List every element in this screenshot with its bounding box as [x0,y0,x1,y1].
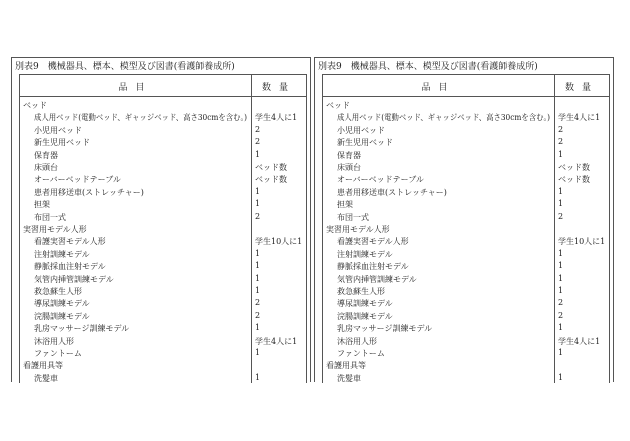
category-row [323,360,609,372]
item-name: 布団一式 [337,212,369,222]
item-name: 布団一式 [34,212,66,222]
item-name: 小児用ベッド [34,125,82,135]
header-item: 品目 [118,83,153,93]
item-quantity: 2 [558,298,564,308]
item-quantity: 1 [255,323,261,333]
table-row [323,286,609,298]
item-name: 導尿訓練モデル [337,299,393,309]
item-quantity: 2 [255,298,261,308]
table-row [20,348,306,360]
item-quantity: 1 [255,261,261,271]
item-quantity: 2 [255,137,261,147]
item-quantity: ベッド数 [255,175,287,185]
item-name: 新生児用ベッド [337,138,393,148]
table-row [20,323,306,335]
item-name: 沐浴用人形 [337,336,377,346]
table-row [323,373,609,385]
item-name: 浣腸訓練モデル [337,311,393,321]
item-quantity: 1 [255,199,261,209]
item-name: 看護実習モデル人形 [337,237,409,247]
item-name: 実習用モデル人形 [326,225,390,234]
table-row [20,187,306,199]
item-quantity: 1 [558,273,564,283]
table-row [20,162,306,174]
item-name: 導尿訓練モデル [34,299,90,309]
item-quantity: 1 [255,348,261,357]
item-name: 浣腸訓練モデル [34,311,90,321]
item-quantity: 学生4人に1 [558,336,601,346]
header-item: 品目 [421,83,456,93]
item-name: 看護実習モデル人形 [34,237,106,247]
table-row [323,212,609,224]
item-name: 洗髪車 [337,373,361,383]
item-name: 注射訓練モデル [337,249,393,259]
category-row [20,360,306,372]
item-name: 保育器 [337,150,361,160]
table-row [20,311,306,323]
item-name: 静脈採血注射モデル [337,262,409,272]
item-quantity: 1 [558,149,564,159]
table-row [323,137,609,149]
item-name: 成人用ベッド(電動ベッド、ギャッジベッド、高さ30cmを含む。) [34,113,248,123]
table-row [20,286,306,298]
item-name: 患者用移送車(ストレッチャー) [34,187,144,197]
item-quantity: 1 [558,199,564,209]
table-row [323,199,609,211]
table-row [323,261,609,273]
item-quantity: 2 [558,137,564,147]
item-quantity: 1 [558,286,564,295]
header-quantity: 数量 [564,83,599,93]
item-quantity: 1 [558,372,564,382]
table-row [20,373,306,385]
item-name: 小児用ベッド [337,125,385,135]
item-name: 患者用移送車(ストレッチャー) [337,187,447,197]
item-name: 看護用具等 [326,361,366,371]
table-row [323,236,609,248]
item-quantity: 2 [255,310,261,320]
item-name: オーバーベッドテーブル [337,175,424,185]
item-name: 気管内挿管訓練モデル [34,274,114,284]
table-row [323,311,609,323]
table-row [20,274,306,286]
table-row [20,236,306,248]
item-quantity: 2 [558,124,564,134]
page-left [11,57,311,382]
table-row [20,174,306,186]
item-quantity: 学生4人に1 [558,113,601,123]
item-name: 注射訓練モデル [34,249,90,259]
page-right [314,57,614,382]
category-row [20,100,306,112]
table-row [20,249,306,261]
item-quantity: 2 [558,310,564,320]
table-row [323,249,609,261]
table-row [20,137,306,149]
table-title: 別表9 機械器具、標本、模型及び図書(看護師養成所) [15,62,235,72]
item-quantity: 学生10人に1 [558,237,606,247]
item-quantity: 1 [255,149,261,159]
category-row [20,224,306,236]
item-name: 担架 [34,200,50,210]
table-row [323,274,609,286]
table-row [323,162,609,174]
table-row [20,261,306,273]
item-name: ファントーム [337,349,385,358]
table-header [323,75,609,97]
table-row [323,112,609,124]
table-title: 別表9 機械器具、標本、模型及び図書(看護師養成所) [318,62,538,72]
item-name: 新生児用ベッド [34,138,90,148]
item-quantity: ベッド数 [255,163,287,172]
item-quantity: 1 [558,348,564,357]
item-quantity: 1 [558,323,564,333]
table-row [323,174,609,186]
equipment-table [322,74,610,383]
item-quantity: 1 [255,248,261,258]
table-row [323,150,609,162]
item-quantity: 学生4人に1 [255,336,298,346]
item-name: オーバーベッドテーブル [34,175,121,185]
table-row [20,298,306,310]
item-name: ファントーム [34,349,82,358]
table-row [20,199,306,211]
table-row [323,348,609,360]
category-row [323,100,609,112]
item-quantity: 1 [558,261,564,271]
item-name: 成人用ベッド(電動ベッド、ギャッジベッド、高さ30cmを含む。) [337,113,551,123]
header-quantity: 数量 [261,83,296,93]
item-name: 気管内挿管訓練モデル [337,274,417,284]
item-name: 救急蘇生人形 [337,287,385,296]
item-quantity: 2 [255,124,261,134]
item-quantity: 学生10人に1 [255,237,303,247]
item-name: 床頭台 [34,163,58,172]
item-quantity: 2 [255,211,261,221]
table-header [20,75,306,97]
table-row [323,125,609,137]
item-name: 乳房マッサージ訓練モデル [34,324,130,334]
item-name: 担架 [337,200,353,210]
item-quantity: ベッド数 [558,163,590,172]
item-name: 沐浴用人形 [34,336,74,346]
item-quantity: 学生4人に1 [255,113,298,123]
item-name: 洗髪車 [34,373,58,383]
item-name: 実習用モデル人形 [23,225,87,234]
table-row [323,298,609,310]
item-name: 床頭台 [337,163,361,172]
table-row [323,187,609,199]
item-quantity: ベッド数 [558,175,590,185]
table-row [323,336,609,348]
table-row [20,150,306,162]
item-name: 乳房マッサージ訓練モデル [337,324,433,334]
table-row [323,323,609,335]
item-quantity: 1 [255,273,261,283]
item-name: 看護用具等 [23,361,63,371]
item-quantity: 1 [255,186,261,196]
item-quantity: 1 [558,186,564,196]
item-name: 保育器 [34,150,58,160]
item-quantity: 1 [558,248,564,258]
item-quantity: 1 [255,286,261,295]
item-quantity: 2 [558,211,564,221]
item-quantity: 1 [255,372,261,382]
table-row [20,112,306,124]
item-name: 救急蘇生人形 [34,287,82,296]
item-name: 静脈採血注射モデル [34,262,106,272]
category-row [323,224,609,236]
table-row [20,336,306,348]
item-name: ベッド [23,101,47,110]
table-row [20,125,306,137]
item-name: ベッド [326,101,350,110]
table-row [20,212,306,224]
equipment-table [19,74,307,383]
